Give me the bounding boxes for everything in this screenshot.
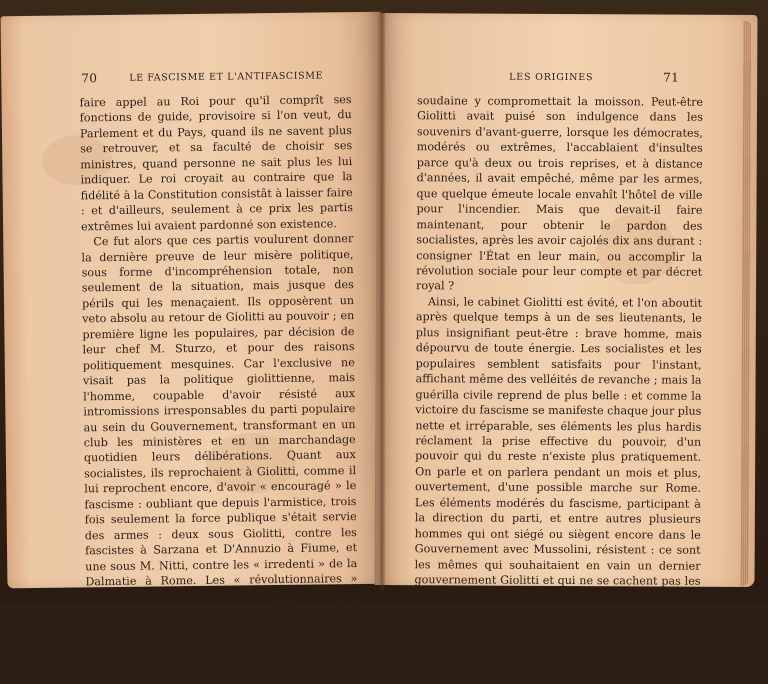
paragraph: faire appel au Roi pour qu'il comprît ses fonctions de guide, provisoire si l'on veut, du Parlement et du Pays, quand ils ne savent plus se retrouver, et sa faculté de choisir ses ministres, quand personne ne sait plus les lui indiquer. Le roi croyait au contraire que la fidélité à la Constitution consistât à laisser faire : et d'ailleurs, seulement à ce prix les partis extrêmes lui avaient pardonné son existence. xyxy=(79,93,353,233)
paragraph: Ce fut alors que ces partis voulurent donner la dernière preuve de leur misère politique, sous forme d'incompréhension totale, non seulement de la situation, mais jusque des périls qui les menaçaient. Ils opposèrent un veto absolu au retour de Giolitti au pouvoir ; en première ligne les populaires, par décision de leur chef M. Sturzo, et pour des raisons politiquement mesquines. Car l'exclusive ne visait pas la politique giolittienne, mais l'homme, coupable d'avoir résisté aux intromissions irresponsables du parti populaire au sein du Gouvernement, transformant en un club les ministères et en un marchandage quotidien leurs délibérations. Quant aux socialistes, ils reprochaient à Giolitti, comme il lui reprochent encore, d'avoir « encouragé » le fascisme : oubliant que depuis l'armistice, trois fois seulement la force publique s'était servie des armes : deux sous Giolitti, contre les fascistes à Sarzana et D'Annuzio à Fiume, et une sous M. Nitti, contre les « irredenti » de la Dalmatie à Rome. Les « révolutionnaires » avaient au contraire saccagé les boutiques en 1919 et occupé les usines en 1920 — le tout impunément. Dans la vallée du Pô, ils avaient obtenu des préfets jusqu'à l'interdiction aux paysans d'un village de travailler dans le village voisin, quand une grève xyxy=(81,232,359,682)
paragraph: soudaine y compromettait la moisson. Peut-être Giolitti avait puisé son indulgence dans les souvenirs d'avant-guerre, lorsque les démocrates, modérés ou extrêmes, l'accablaient d'insultes parce qu'à deux ou trois reprises, et à distance d'années, il avait empêché, même par les armes, que quelque émeute locale envahît l'hôtel de ville pour l'incendier. Mais que devait-il faire maintenant, pour obtenir le pardon des socialistes, après les avoir cajolés dix ans durant : consigner l'État en leur main, ou accomplir la révolution sociale pour leur compte et par décret royal ? xyxy=(416,94,704,293)
page-number-right: 71 xyxy=(663,70,680,85)
left-page xyxy=(1,12,388,682)
paragraph: Ainsi, le cabinet Giolitti est évité, et l'on aboutit après quelque temps à un de ses lieutenants, le plus insignifiant peut-être : brave homme, mais dépourvu de toute énergie. Les socialistes et les populaires semblent satisfaits pour l'instant, affichant même des velléités de revanche ; mais la guérilla civile reprend de plus belle : et comme la victoire du fascisme se manifeste chaque jour plus nette et irréparable, ses éléments les plus hardis réclament la prise effective du pouvoir, d'un pouvoir qui du reste n'existe plus pratiquement. On parle et on parlera pendant un mois et plus, ouvertement, d'une possible marche sur Rome. Les éléments modérés du fascisme, participant à la direction du parti, et entre autres plusieurs hommes qui ont siégé ou siègent encore dans le Gouvernement avec Mussolini, résistent : ce sont les mêmes qui souhaitaient en vain un dernier gouvernement Giolitti et qui ne se cachent pas les dangers, les risques, les inconnus surtout, d'un coup de force qui briserait les derniers vestiges de la légalité xyxy=(414,295,703,633)
right-page xyxy=(375,13,758,633)
page-number-left: 70 xyxy=(81,71,98,86)
left-page-text xyxy=(79,92,358,682)
right-page-text xyxy=(414,93,703,635)
running-head-right: LES ORIGINES xyxy=(509,71,594,84)
page-stack-edge xyxy=(741,21,752,587)
running-head-left: LE FASCISME ET L'ANTIFASCISME xyxy=(129,70,324,84)
book-spine xyxy=(378,10,386,590)
